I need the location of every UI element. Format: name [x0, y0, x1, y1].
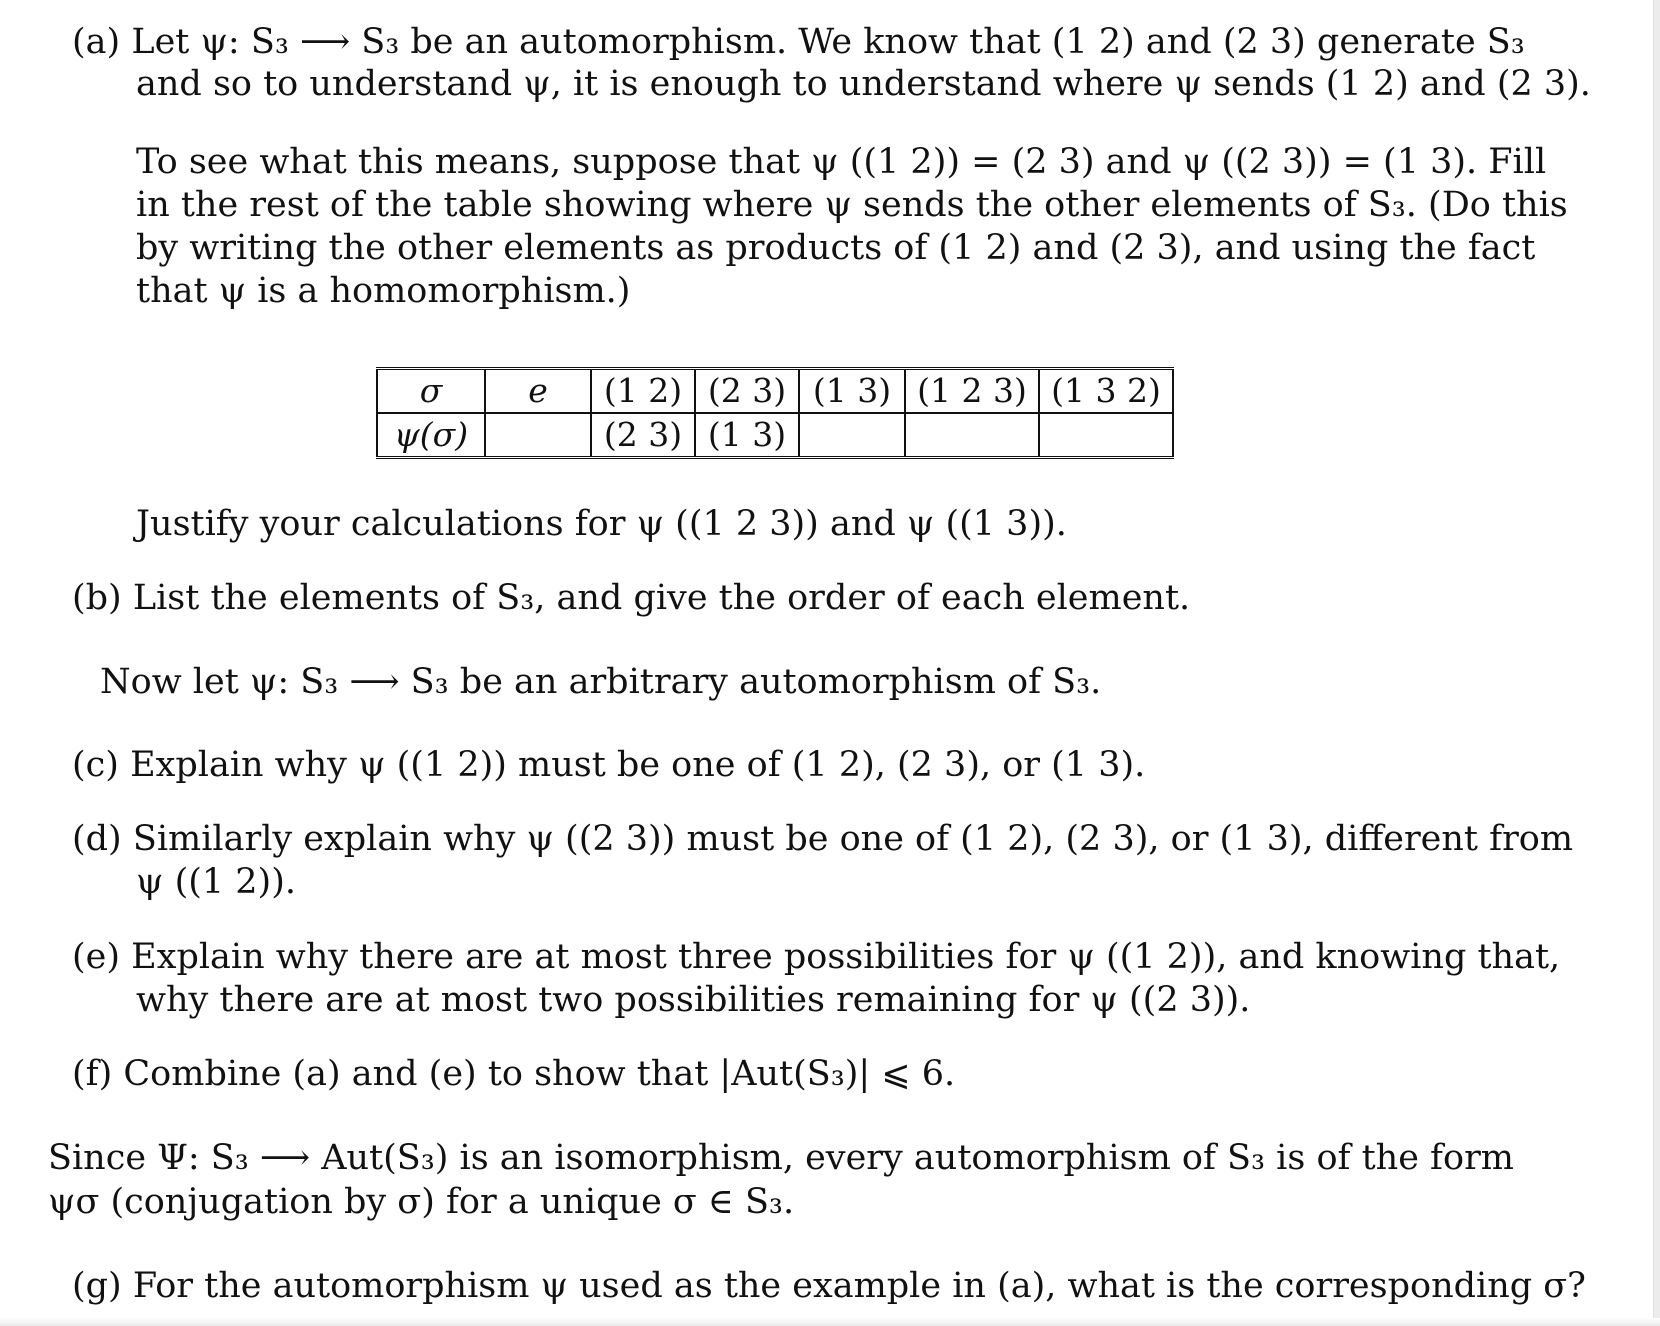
table-cell: (1 2) — [591, 369, 695, 414]
page-bottom-edge — [0, 1318, 1660, 1326]
table-cell: (1 3) — [799, 369, 905, 414]
table-cell: (2 3) — [695, 369, 799, 414]
table-cell-blank[interactable] — [485, 413, 591, 458]
table-row-sigma — [377, 369, 1173, 414]
part-g — [72, 1264, 1586, 1308]
table-cell: e — [485, 369, 591, 414]
part-a-para2-line-2: in the rest of the table showing where ψ sends the other elements of S₃. (Do this — [136, 185, 1568, 225]
part-a-justify: Justify your calculations for ψ ((1 2 3)) and ψ ((1 3)). — [136, 504, 1067, 544]
since-line-2: ψσ (conjugation by σ) for a unique σ ∈ S₃. — [48, 1182, 795, 1222]
part-a-line-2: and so to understand ψ, it is enough to understand where ψ sends (1 2) and (2 3). — [136, 64, 1591, 104]
part-f — [72, 1052, 955, 1096]
part-e-line-2: why there are at most two possibilities remaining for ψ ((2 3)). — [136, 980, 1251, 1020]
table-cell: ψ(σ) — [377, 413, 485, 458]
part-b-label: (b) — [72, 578, 122, 618]
table-cell: σ — [377, 369, 485, 414]
part-a-line-1 — [72, 20, 1525, 64]
part-c-text: Explain why ψ ((1 2)) must be one of (1 2), (2 3), or (1 3). — [130, 745, 1146, 785]
part-a-label: (a) — [72, 22, 121, 62]
part-e-label: (e) — [72, 937, 121, 977]
table-row-psi — [377, 413, 1173, 458]
part-f-label: (f) — [72, 1054, 113, 1094]
part-c-label: (c) — [72, 745, 119, 785]
since-line-1: Since Ψ: S₃ ⟶ Aut(S₃) is an isomorphism, every automorphism of S₃ is of the form — [48, 1138, 1514, 1178]
scrollbar[interactable] — [1653, 0, 1660, 1326]
part-d-line-2: ψ ((1 2)). — [136, 862, 296, 902]
table-cell: (2 3) — [591, 413, 695, 458]
table-cell: (1 3 2) — [1039, 369, 1173, 414]
part-a-text-1: Let ψ: S₃ ⟶ S₃ be an automorphism. We know that (1 2) and (2 3) generate S₃ — [131, 22, 1525, 62]
table-cell-blank[interactable] — [1039, 413, 1173, 458]
now-let-text: Now let ψ: S₃ ⟶ S₃ be an arbitrary automorphism of S₃. — [100, 662, 1102, 702]
part-c — [72, 743, 1145, 787]
part-g-label: (g) — [72, 1266, 122, 1306]
psi-table — [376, 367, 1174, 459]
table-cell-blank[interactable] — [799, 413, 905, 458]
part-f-text: Combine (a) and (e) to show that |Aut(S₃)| ⩽ 6. — [123, 1054, 956, 1094]
part-b — [72, 576, 1190, 620]
part-e-text-1: Explain why there are at most three possibilities for ψ ((1 2)), and knowing that, — [131, 937, 1561, 977]
part-d-line-1 — [72, 817, 1573, 861]
part-a-para2-line-4: that ψ is a homomorphism.) — [136, 271, 631, 311]
part-a-para2-line-3: by writing the other elements as products of (1 2) and (2 3), and using the fact — [136, 228, 1536, 268]
part-d-label: (d) — [72, 819, 122, 859]
part-d-text-1: Similarly explain why ψ ((2 3)) must be one of (1 2), (2 3), or (1 3), different from — [132, 819, 1574, 859]
part-g-text: For the automorphism ψ used as the example in (a), what is the corresponding σ? — [132, 1266, 1586, 1306]
part-b-text: List the elements of S₃, and give the order of each element. — [132, 578, 1191, 618]
table-cell: (1 2 3) — [905, 369, 1039, 414]
table-cell-blank[interactable] — [905, 413, 1039, 458]
part-a-para2-line-1: To see what this means, suppose that ψ ((1 2)) = (2 3) and ψ ((2 3)) = (1 3). Fill — [136, 142, 1547, 182]
part-e-line-1 — [72, 935, 1560, 979]
table-cell: (1 3) — [695, 413, 799, 458]
